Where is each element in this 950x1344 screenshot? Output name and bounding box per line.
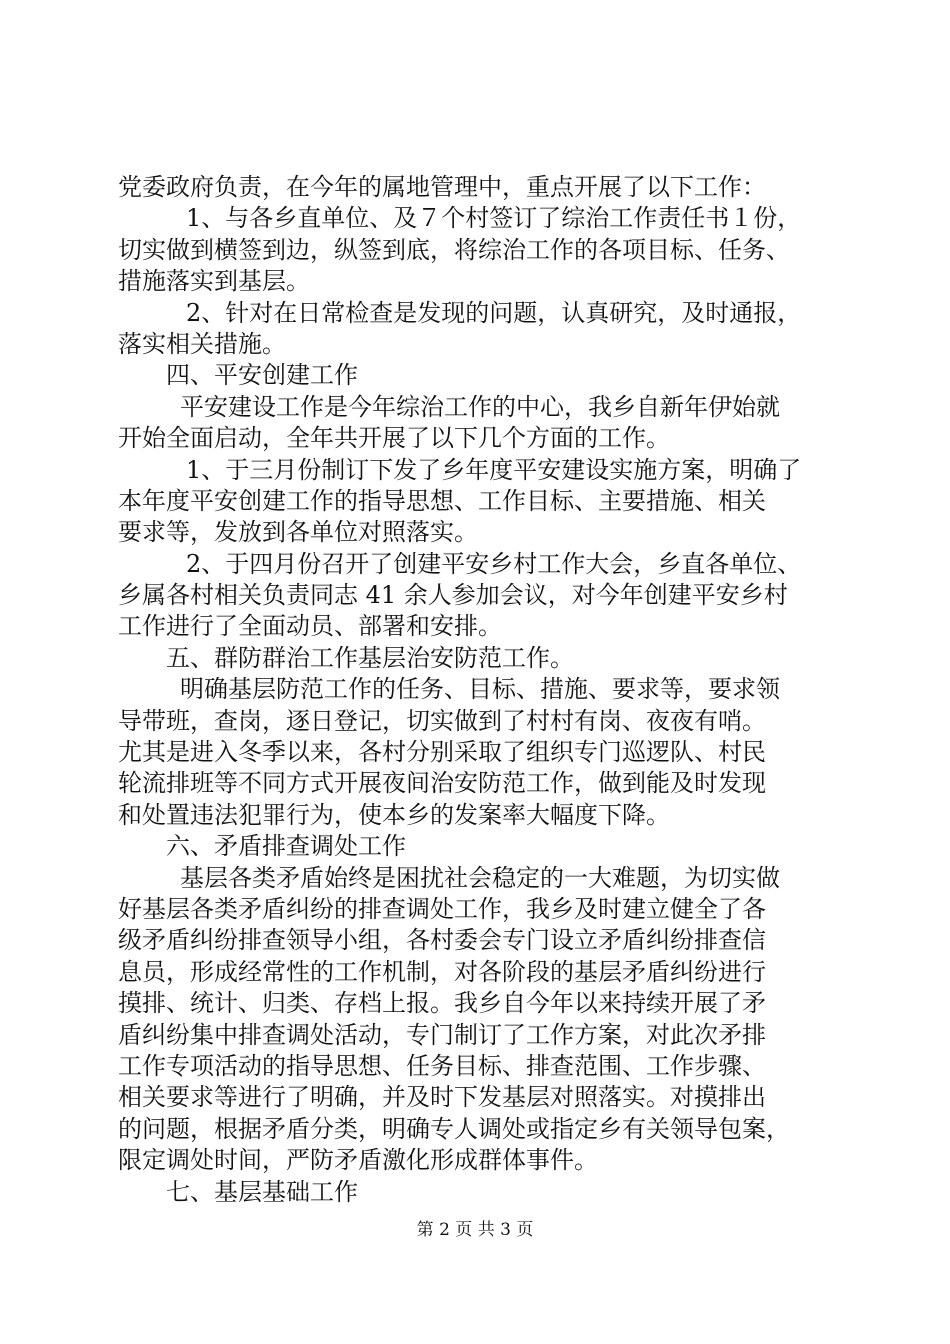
text-line: 切实做到横签到边，纵签到底，将综治工作的各项目标、任务、	[118, 235, 790, 264]
text-line: 轮流排班等不同方式开展夜间治安防范工作，做到能及时发现	[118, 769, 766, 798]
text-line: 1、于三月份制订下发了乡年度平安建设实施方案，明确了	[186, 455, 802, 484]
text-line: 2、针对在日常检查是发现的问题，认真研究，及时通报，	[186, 298, 802, 327]
text-line: 2、于四月份召开了创建平安乡村工作大会，乡直各单位、	[186, 549, 802, 578]
text-line: 和处置违法犯罪行为，使本乡的发案率大幅度下降。	[118, 800, 670, 829]
text-line: 的问题，根据矛盾分类，明确专人调处或指定乡有关领导包案，	[118, 1114, 790, 1143]
text-line: 摸排、统计、归类、存档上报。我乡自今年以来持续开展了矛	[118, 989, 766, 1018]
text-line: 明确基层防范工作的任务、目标、措施、要求等，要求领	[180, 675, 780, 704]
section-heading: 四、平安创建工作	[166, 361, 358, 390]
text-line: 导带班，查岗，逐日登记，切实做到了村村有岗、夜夜有哨。	[118, 706, 766, 735]
text-line: 落实相关措施。	[118, 329, 286, 358]
text-line: 乡属各村相关负责同志 41 余人参加会议，对今年创建平安乡村	[118, 581, 788, 610]
text-line: 工作进行了全面动员、部署和安排。	[118, 612, 502, 641]
text-line: 工作专项活动的指导思想、任务目标、排查范围、工作步骤、	[118, 1051, 766, 1080]
text-line: 本年度平安创建工作的指导思想、工作目标、主要措施、相关	[118, 486, 766, 515]
text-line: 好基层各类矛盾纠纷的排查调处工作，我乡及时建立健全了各	[118, 894, 766, 923]
text-line: 开始全面启动，全年共开展了以下几个方面的工作。	[118, 424, 670, 453]
section-heading: 七、基层基础工作	[166, 1177, 358, 1206]
text-line: 尤其是进入冬季以来，各村分别采取了组织专门巡逻队、村民	[118, 738, 766, 767]
text-line: 相关要求等进行了明确，并及时下发基层对照落实。对摸排出	[118, 1083, 766, 1112]
text-line: 盾纠纷集中排查调处活动，专门制订了工作方案，对此次矛排	[118, 1020, 766, 1049]
section-heading: 六、矛盾排查调处工作	[166, 832, 406, 861]
text-line: 基层各类矛盾始终是困扰社会稳定的一大难题，为切实做	[180, 863, 780, 892]
text-line: 限定调处时间，严防矛盾激化形成群体事件。	[118, 1146, 598, 1175]
text-line: 要求等，发放到各单位对照落实。	[118, 518, 478, 547]
text-line: 1、与各乡直单位、及７个村签订了综治工作责任书１份，	[186, 204, 802, 233]
page-footer: 第 2 页 共 3 页	[416, 1220, 534, 1240]
text-line: 措施落实到基层。	[118, 267, 310, 296]
document-body	[118, 172, 858, 1208]
text-line: 息员，形成经常性的工作机制，对各阶段的基层矛盾纠纷进行	[118, 957, 766, 986]
section-heading: 五、群防群治工作基层治安防范工作。	[166, 643, 574, 672]
text-line: 党委政府负责，在今年的属地管理中，重点开展了以下工作：	[118, 173, 766, 201]
text-line: 平安建设工作是今年综治工作的中心，我乡自新年伊始就	[180, 392, 780, 421]
text-line: 级矛盾纠纷排查领导小组，各村委会专门设立矛盾纠纷排查信	[118, 926, 766, 955]
